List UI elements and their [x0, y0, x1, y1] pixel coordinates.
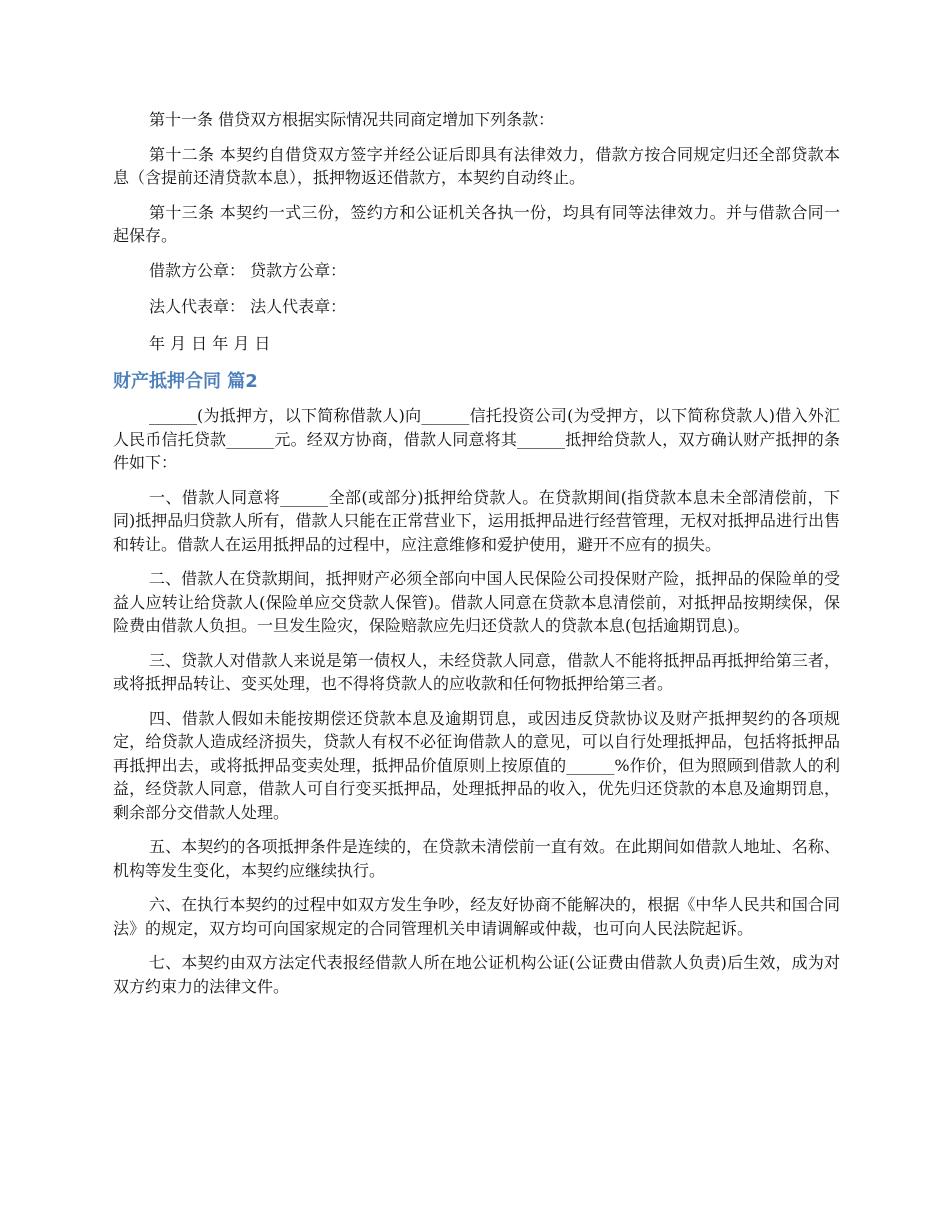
article-5: 五、本契约的各项抵押条件是连续的，在贷款未清偿前一直有效。在此期间如借款人地址、名称、机构等发生变化，本契约应继续执行。 — [113, 837, 840, 880]
article-3: 三、贷款人对借款人来说是第一债权人，未经贷款人同意，借款人不能将抵押品再抵押给第三者，或将抵押品转让、变买处理，也不得将贷款人的应收款和任何物抵押给第三者。 — [113, 650, 840, 693]
article-6: 六、在执行本契约的过程中如双方发生争吵，经友好协商不能解决的，根据《中华人民共和国合同法》的规定，双方均可向国家规定的合同管理机关申请调解或仲裁，也可向人民法院起诉。 — [113, 895, 840, 938]
document-page — [113, 108, 840, 1009]
article-1: 一、借款人同意将______全部(或部分)抵押给贷款人。在贷款期间(指贷款本息未全部清偿前，下同)抵押品归贷款人所有，借款人只能在正常营业下，运用抵押品进行经营管理，无权对抵押品进行出售和转让。借款人在运用抵押品的过程中，应注意维修和爱护使用，避开不应有的损失。 — [113, 487, 840, 554]
date-line: 年 月 日 年 月 日 — [149, 333, 271, 353]
article-2: 二、借款人在贷款期间，抵押财产必须全部向中国人民保险公司投保财产险，抵押品的保险单的受益人应转让给贷款人(保险单应交贷款人保管)。借款人同意在贷款本息清偿前，对抵押品按期续保，保险费由借款人负担。一旦发生险灾，保险赔款应先归还贷款人的贷款本息(包括逾期罚息)。 — [113, 569, 840, 635]
article-4: 四、借款人假如未能按期偿还贷款本息及逾期罚息，或因违反贷款协议及财产抵押契约的各项规定，给贷款人造成经济损失，贷款人有权不必征询借款人的意见，可以自行处理抵押品，包括将抵押品再抵押出去，或将抵押品变卖处理，抵押品价值原则上按原值的______%作价，但为照顾到借款人的利益，经贷款人同意，借款人可自行变买抵押品，处理抵押品的收入，优先归还贷款的本息及逾期罚息，剩余部分交借款人处理。 — [113, 708, 840, 822]
section-title: 财产抵押合同 篇2 — [113, 371, 258, 392]
article-7: 七、本契约由双方法定代表报经借款人所在地公证机构公证(公证费由借款人负责)后生效，成为对双方约束力的法律文件。 — [113, 953, 840, 996]
legal-rep-seal-line: 法人代表章： 法人代表章： — [149, 297, 347, 316]
clause-11: 第十一条 借贷双方根据实际情况共同商定增加下列条款： — [149, 110, 555, 129]
intro-paragraph: ______(为抵押方，以下简称借款人)向______信托投资公司(为受押方，以下简称贷款人)借入外汇人民币信托贷款______元。经双方协商，借款人同意将其______抵押给贷款人，双方确认财产抵押的条件如下： — [113, 406, 840, 472]
clause-12: 第十二条 本契约自借贷双方签字并经公证后即具有法律效力，借款方按合同规定归还全部贷款本息（含提前还清贷款本息），抵押物返还借款方，本契约自动终止。 — [113, 144, 840, 187]
clause-13: 第十三条 本契约一式三份，签约方和公证机关各执一份，均具有同等法律效力。并与借款合同一起保存。 — [113, 202, 840, 245]
seal-line: 借款方公章： 贷款方公章： — [149, 260, 347, 280]
